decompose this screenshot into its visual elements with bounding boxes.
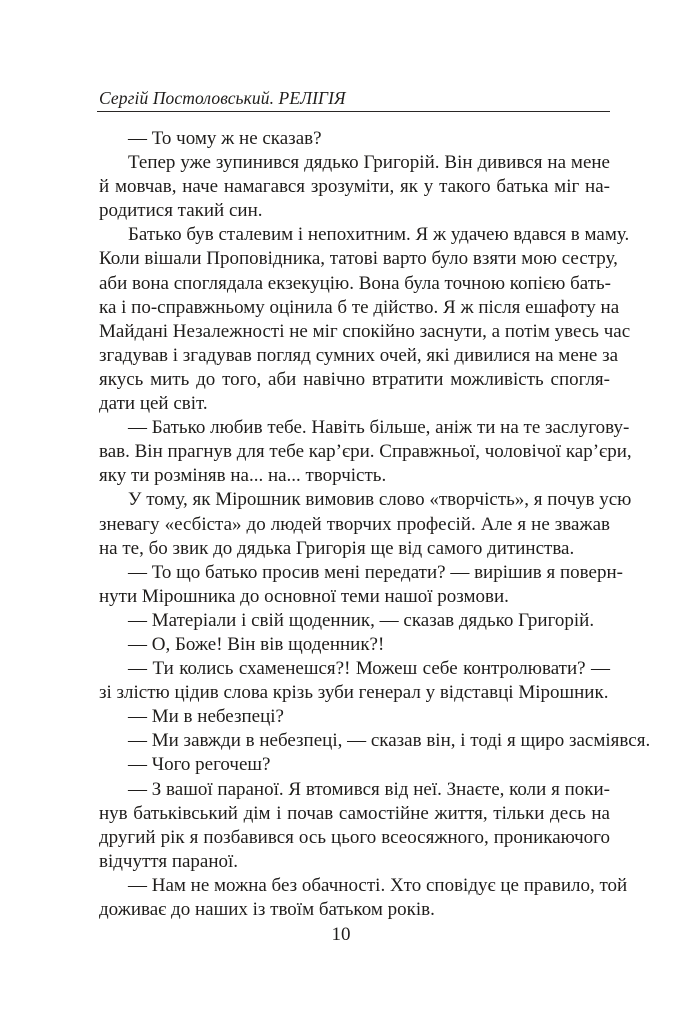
text-line: зі злістю цідив слова крізь зуби генерал у відставці Мірошник. — [99, 682, 609, 704]
text-line: й мовчав, наче намагався зрозуміти, як у такого батька міг на- — [99, 176, 610, 198]
text-line: — Ми в небезпеці? — [128, 706, 284, 728]
text-line: згадував і згадував погляд сумних очей, які дивилися на мене за — [99, 344, 619, 366]
text-line: на те, бо звик до дядька Григорія ще від самого дитинства. — [99, 537, 575, 559]
text-line: відчуття параної. — [99, 850, 239, 872]
text-line: — Матеріали і свій щоденник, — сказав дядько Григорій. — [128, 609, 595, 631]
text-line: вав. Він прагнув для тебе кар’єри. Справжньої, чоловічої кар’єри, — [99, 441, 632, 463]
text-line: нути Мірошника до основної теми нашої розмови. — [99, 585, 509, 607]
text-line: — З вашої параної. Я втомився від неї. Знаєте, коли я поки- — [128, 778, 610, 800]
text-line: другий рік я позбавився ось цього всеосяжного, проникаючого — [99, 826, 610, 848]
text-line: — Ти колись схаменешся?! Можеш себе контролювати? — — [128, 658, 610, 680]
text-line: Майдані Незалежності не міг спокійно заснути, а потім увесь час — [99, 320, 631, 342]
text-line: яку ти розміняв на... на... творчість. — [99, 465, 387, 487]
text-line: аби вона споглядала екзекуцію. Вона була точною копією бать- — [99, 272, 611, 294]
text-line: Коли вішали Проповідника, татові варто було взяти мою сестру, — [99, 248, 618, 270]
text-line: якусь мить до того, аби навічно втратити можливість спогля- — [99, 368, 610, 390]
body-text — [99, 127, 651, 922]
text-line: — То що батько просив мені передати? — вирішив я поверн- — [128, 561, 623, 583]
text-line: доживає до наших із твоїм батьком років. — [99, 899, 435, 920]
text-line: — То чому ж не сказав? — [128, 128, 322, 149]
text-line: — Нам не можна без обачності. Хто сповідує це правило, той — [128, 874, 628, 896]
text-line: ка і по-справжньому оцінила б те дійство. Я ж після ешафоту на — [99, 296, 620, 318]
text-line: Тепер уже зупинився дядько Григорій. Він дивився на мене — [128, 152, 610, 174]
text-line: — Чого регочеш? — [128, 754, 271, 776]
text-line: родитися такий син. — [99, 200, 263, 222]
header-rule — [97, 111, 610, 112]
text-line: Батько був сталевим і непохитним. Я ж удачею вдався в маму. — [128, 224, 630, 246]
page-number: 10 — [331, 924, 351, 945]
text-line: — О, Боже! Він вів щоденник?! — [128, 633, 385, 655]
text-line: нув батьківський дім і почав самостійне життя, тільки десь на — [99, 802, 610, 824]
text-line: — Ми завжди в небезпеці, — сказав він, і тоді я щиро засміявся. — [128, 730, 651, 752]
text-line: У тому, як Мірошник вимовив слово «творчість», я почув усю — [128, 489, 632, 511]
text-line: зневагу «есбіста» до людей творчих професій. Але я не зважав — [99, 513, 610, 535]
text-line: дати цей світ. — [99, 393, 208, 415]
text-line: — Батько любив тебе. Навіть більше, аніж ти на те заслугову- — [128, 417, 630, 439]
running-head: Сергій Постоловський. РЕЛІГІЯ — [99, 88, 346, 108]
